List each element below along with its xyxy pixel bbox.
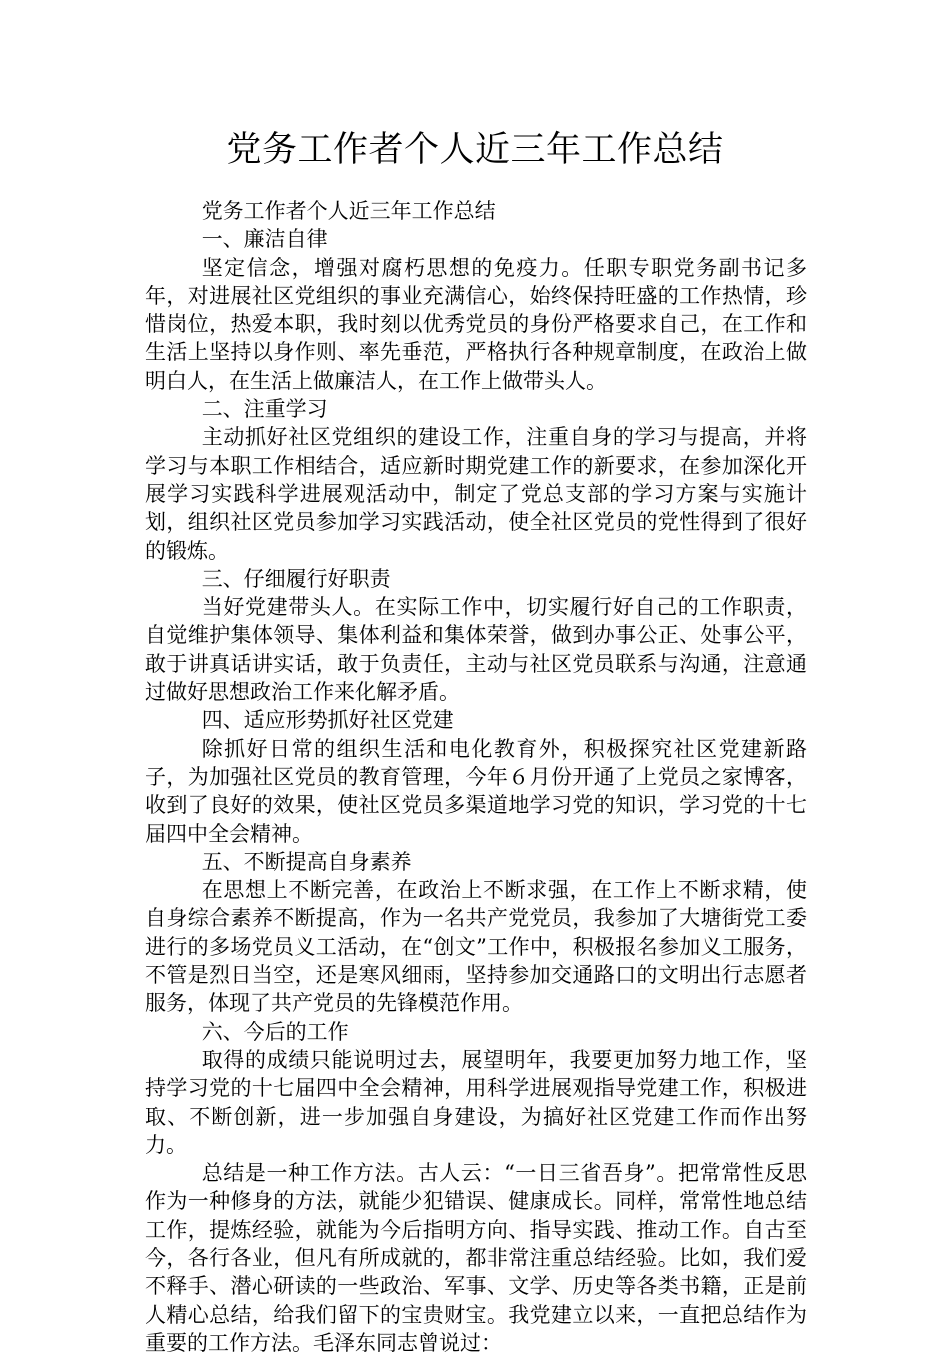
body-paragraph: 总结是一种工作方法。古人云：“一日三省吾身”。把常常性反思作为一种修身的方法，就能少犯错误、健康成长。同样，常常性地总结工作，提炼经验，就能为今后指明方向、指导实践、推动工作。自古至今，各行各业，但凡有所成就的，都非常注重总结经验。比如，我们爱不释手、潜心研读的一些政治、军事、文学、历史等各类书籍，正是前人精心总结，给我们留下的宝贵财宝。我党建立以来，一直把总结作为重要的工作方法。毛泽东同志曾说过： xyxy=(145,1161,807,1355)
body-paragraph: 主动抓好社区党组织的建设工作，注重自身的学习与提高，并将学习与本职工作相结合，适应新时期党建工作的新要求，在参加深化开展学习实践科学进展观活动中，制定了党总支部的学习方案与实施计划，组织社区党员参加学习实践活动，使全社区党员的党性得到了很好的锻炼。 xyxy=(145,425,807,563)
body-paragraph: 除抓好日常的组织生活和电化教育外，积极探究社区党建新路子，为加强社区党员的教育管理，今年６月份开通了上党员之家博客，收到了良好的效果，使社区党员多渠道地学习党的知识，学习党的十七届四中全会精神。 xyxy=(145,736,807,846)
section-heading-6: 六、今后的工作 xyxy=(201,1019,349,1044)
section-heading-4: 四、适应形势抓好社区党建 xyxy=(201,708,454,733)
section-heading-1: 一、廉洁自律 xyxy=(201,227,328,252)
section-heading-3: 三、仔细履行好职责 xyxy=(201,566,391,591)
body-paragraph: 取得的成绩只能说明过去，展望明年，我要更加努力地工作，坚持学习党的十七届四中全会精神，用科学进展观指导党建工作，积极进取、不断创新，进一步加强自身建设，为搞好社区党建工作而作出努力。 xyxy=(145,1047,807,1157)
section-heading-5: 五、不断提高自身素养 xyxy=(201,849,412,874)
subtitle-paragraph: 党务工作者个人近三年工作总结 xyxy=(201,199,496,223)
body-paragraph: 当好党建带头人。在实际工作中，切实履行好自己的工作职责，自觉维护集体领导、集体利益和集体荣誉，做到办事公正、处事公平，敢于讲真话讲实话，敢于负责任，主动与社区党员联系与沟通，注意通过做好思想政治工作来化解矛盾。 xyxy=(145,595,807,705)
document-title: 党务工作者个人近三年工作总结 xyxy=(226,130,724,170)
document-body xyxy=(145,197,807,1357)
section-heading-2: 二、注重学习 xyxy=(201,397,328,422)
body-paragraph: 坚定信念，增强对腐朽思想的免疫力。任职专职党务副书记多年，对进展社区党组织的事业充满信心，始终保持旺盛的工作热情，珍惜岗位，热爱本职，我时刻以优秀党员的身份严格要求自己，在工作和生活上坚持以身作则、率先垂范，严格执行各种规章制度，在政治上做明白人，在生活上做廉洁人，在工作上做带头人。 xyxy=(145,255,807,393)
body-paragraph: 在思想上不断完善，在政治上不断求强，在工作上不断求精，使自身综合素养不断提高，作为一名共产党党员，我参加了大塘街党工委进行的多场党员义工活动，在“创文”工作中，积极报名参加义工服务，不管是烈日当空，还是寒风细雨，坚持参加交通路口的文明出行志愿者服务，体现了共产党员的先锋模范作用。 xyxy=(145,878,807,1016)
